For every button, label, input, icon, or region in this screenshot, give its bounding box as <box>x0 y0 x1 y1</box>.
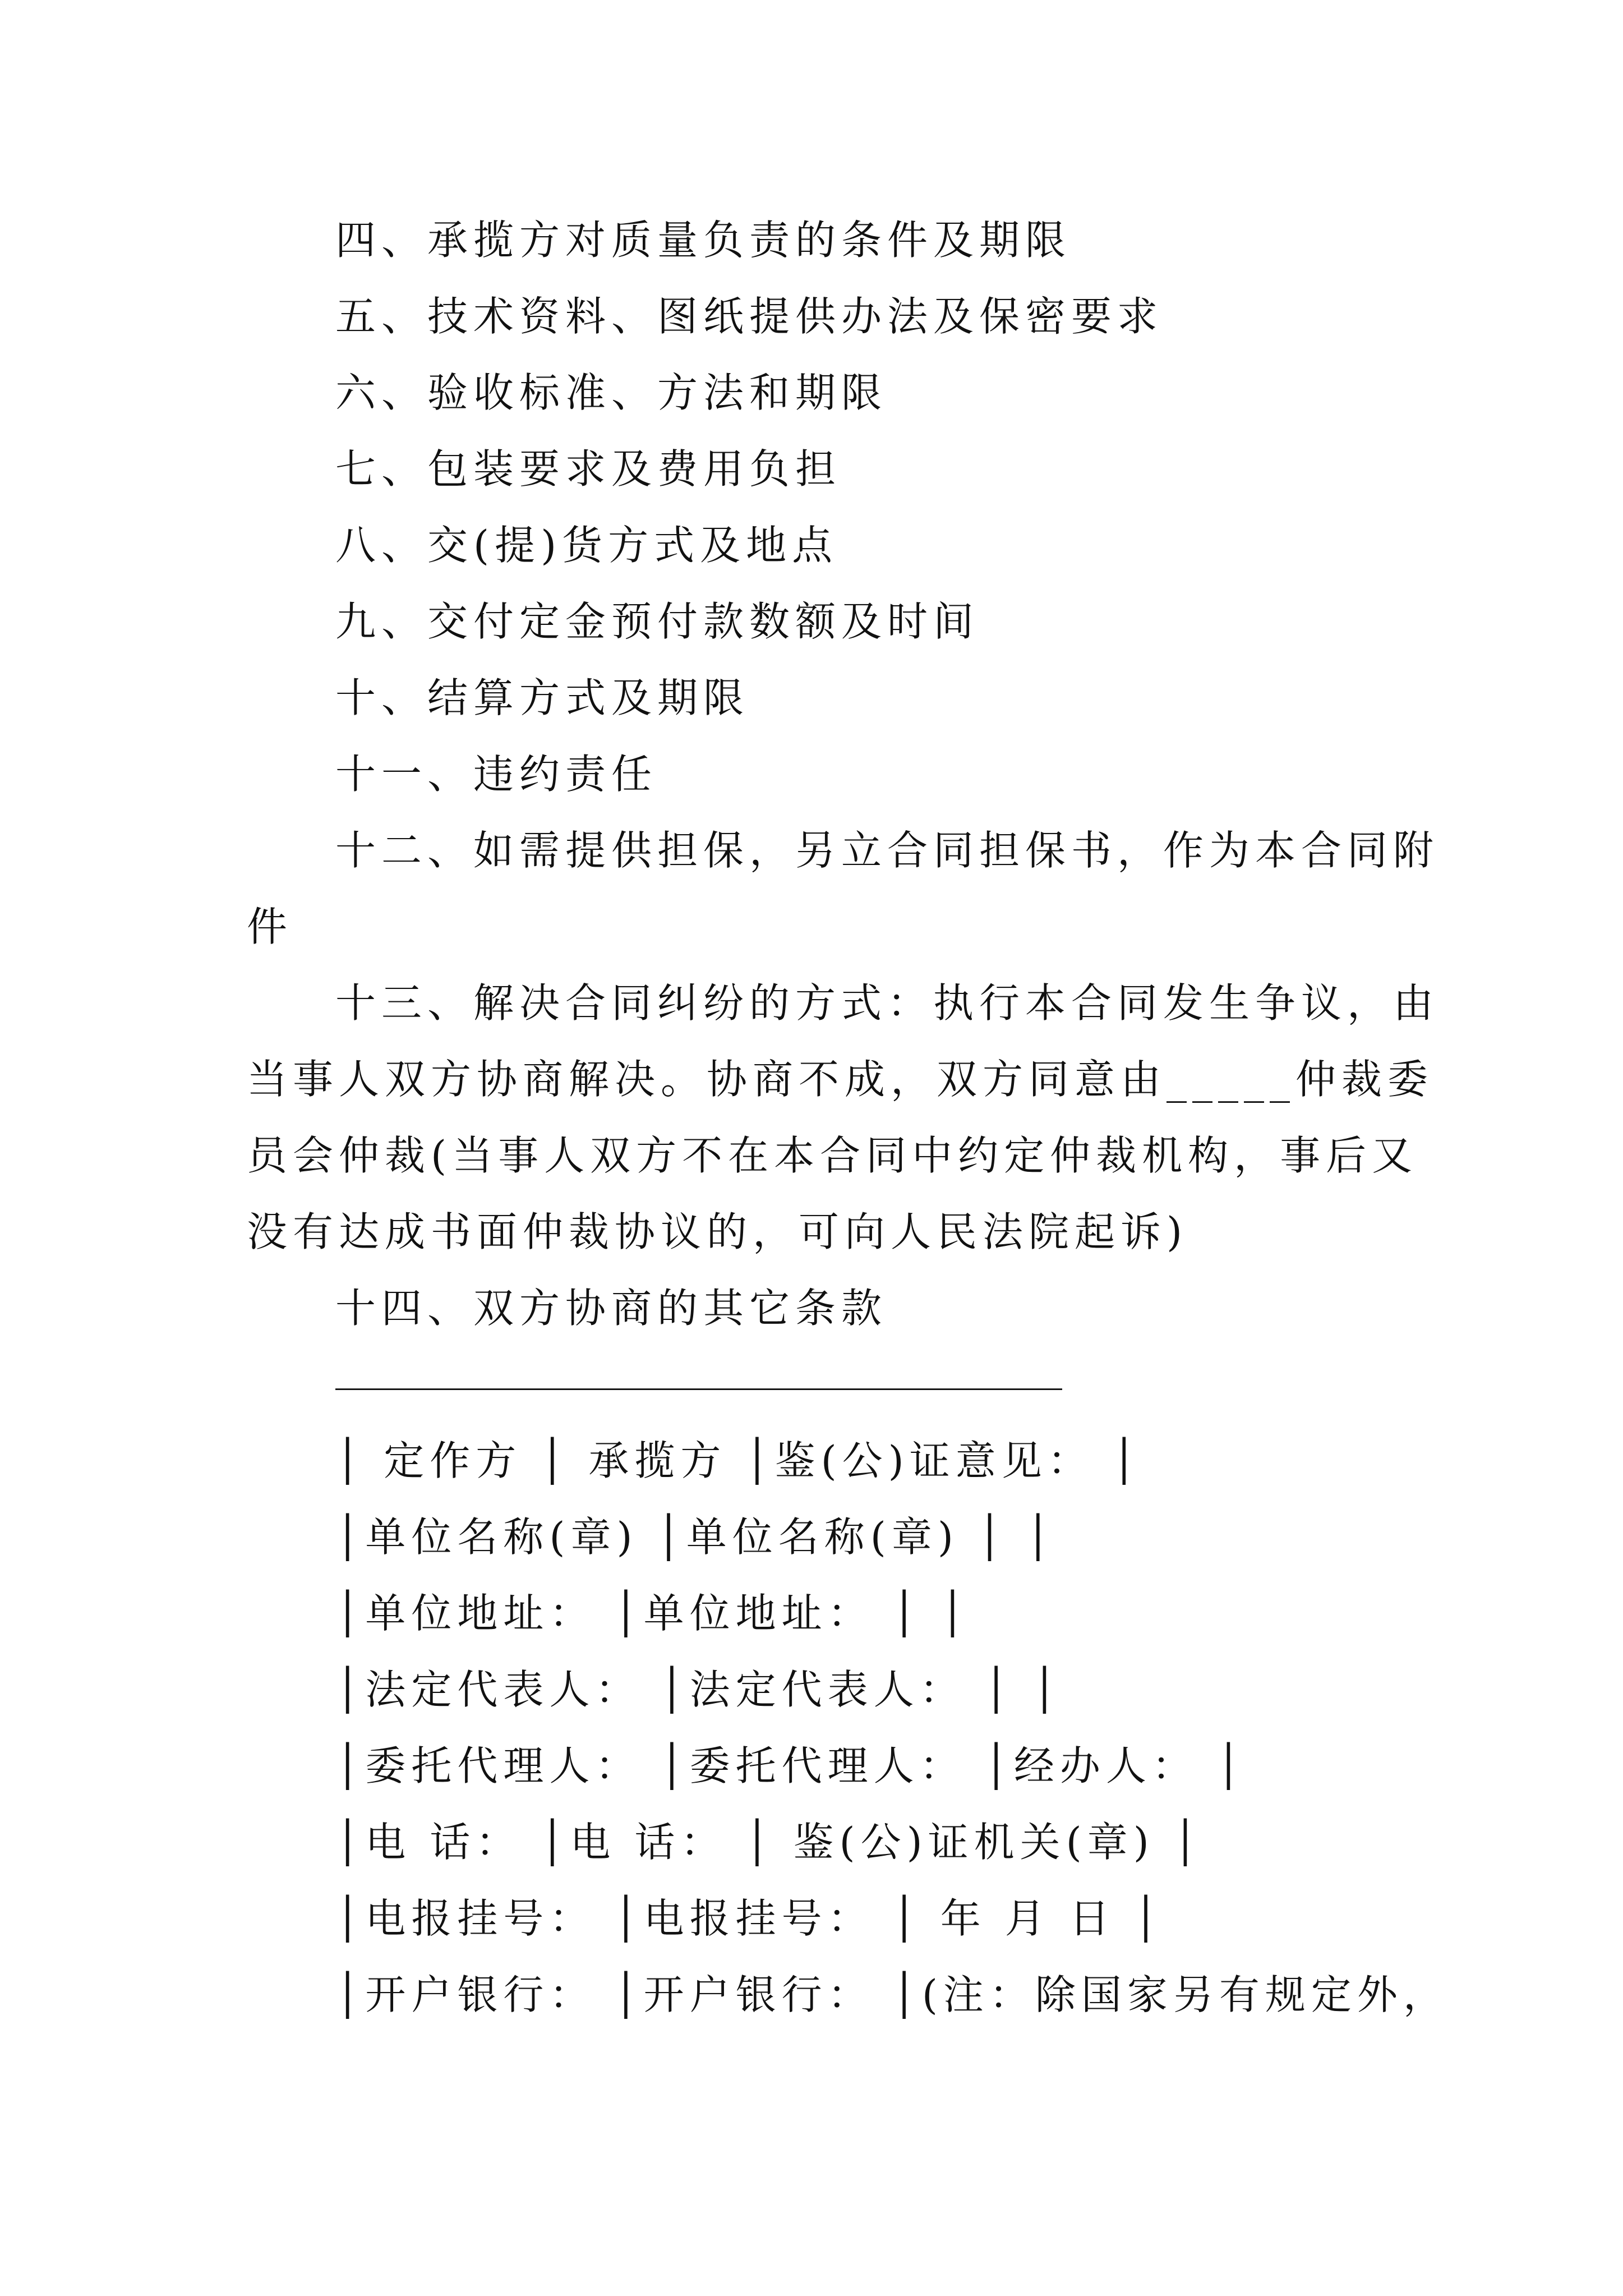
clause-5: 五、技术资料、图纸提供办法及保密要求 <box>335 293 1164 340</box>
signature-table-row-legal-representative: │法定代表人： │法定代表人： │ │ <box>335 1666 1063 1713</box>
signature-table-row-authorized-agent: │委托代理人： │委托代理人： │经办人： │ <box>335 1742 1247 1789</box>
signature-table-row-phone: │电 话： │电 话： │ 鉴(公)证机关(章) │ <box>335 1819 1204 1866</box>
signature-table-row-telegraph: │电报挂号： │电报挂号： │ 年 月 日 │ <box>335 1895 1164 1942</box>
clause-9: 九、交付定金预付款数额及时间 <box>335 598 980 645</box>
signature-table-header-row: │ 定作方 │ 承揽方 │鉴(公)证意见： │ <box>335 1437 1142 1484</box>
clause-7: 七、包装要求及费用负担 <box>335 445 842 493</box>
clause-13: 十三、解决合同纠纷的方式：执行本合同发生争议，由 <box>335 979 1440 1027</box>
clause-13-line-2: 当事人双方协商解决。协商不成，双方同意由_____仲裁委 <box>247 1056 1434 1103</box>
signature-table-row-company-address: │单位地址： │单位地址： │ │ <box>335 1590 971 1637</box>
clause-12: 十二、如需提供担保，另立合同担保书，作为本合同附 <box>335 827 1440 874</box>
clause-10: 十、结算方式及期限 <box>335 674 750 721</box>
clause-14: 十四、双方协商的其它条款 <box>335 1285 888 1332</box>
clause-13-line-3: 员会仲裁(当事人双方不在本合同中约定仲裁机构，事后又 <box>247 1132 1418 1179</box>
clause-13-line-4: 没有达成书面仲裁协议的，可向人民法院起诉) <box>247 1208 1188 1255</box>
clause-11: 十一、违约责任 <box>335 751 658 798</box>
signature-table-row-company-name: │单位名称(章) │单位名称(章) │ │ <box>335 1513 1056 1561</box>
clause-6: 六、验收标准、方法和期限 <box>335 369 888 416</box>
clause-4: 四、承揽方对质量负责的条件及期限 <box>335 217 1072 264</box>
signature-table-top-rule: ____________________________________ <box>335 1343 1062 1390</box>
clause-8: 八、交(提)货方式及地点 <box>335 522 838 569</box>
clause-12-continuation: 件 <box>247 903 293 950</box>
signature-table-row-bank: │开户银行： │开户银行： │(注：除国家另有规定外， <box>335 1971 1449 2018</box>
